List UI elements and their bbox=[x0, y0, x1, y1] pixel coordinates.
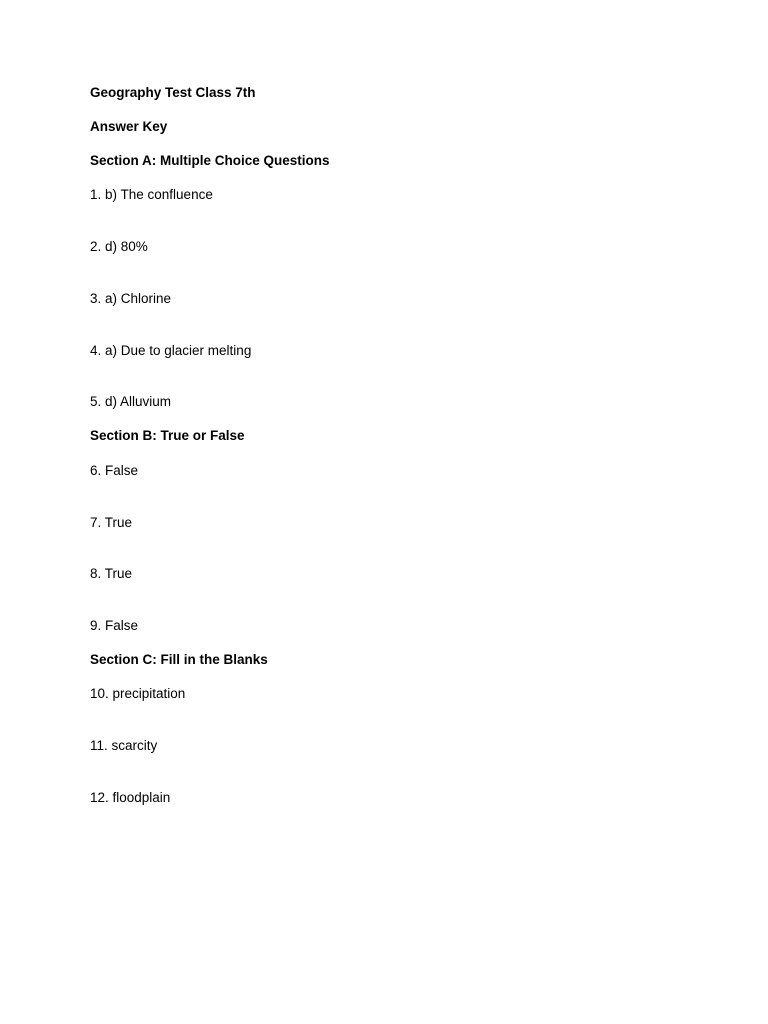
answer-item: 3. a) Chlorine bbox=[90, 291, 172, 306]
answer-item: 8. True bbox=[90, 566, 133, 581]
document-title: Geography Test Class 7th bbox=[90, 85, 256, 100]
answer-item: 12. floodplain bbox=[90, 790, 171, 805]
answer-item: 11. scarcity bbox=[90, 738, 158, 753]
answer-key-heading: Answer Key bbox=[90, 119, 168, 134]
answer-item: 6. False bbox=[90, 463, 139, 478]
answer-item: 5. d) Alluvium bbox=[90, 394, 172, 409]
answer-item: 4. a) Due to glacier melting bbox=[90, 343, 252, 358]
answer-item: 1. b) The confluence bbox=[90, 187, 213, 202]
section-c-heading: Section C: Fill in the Blanks bbox=[90, 652, 268, 667]
answer-item: 2. d) 80% bbox=[90, 239, 148, 254]
answer-item: 10. precipitation bbox=[90, 686, 186, 701]
answer-item: 9. False bbox=[90, 618, 139, 633]
section-b-heading: Section B: True or False bbox=[90, 428, 245, 443]
answer-item: 7. True bbox=[90, 515, 133, 530]
section-a-heading: Section A: Multiple Choice Questions bbox=[90, 153, 330, 168]
